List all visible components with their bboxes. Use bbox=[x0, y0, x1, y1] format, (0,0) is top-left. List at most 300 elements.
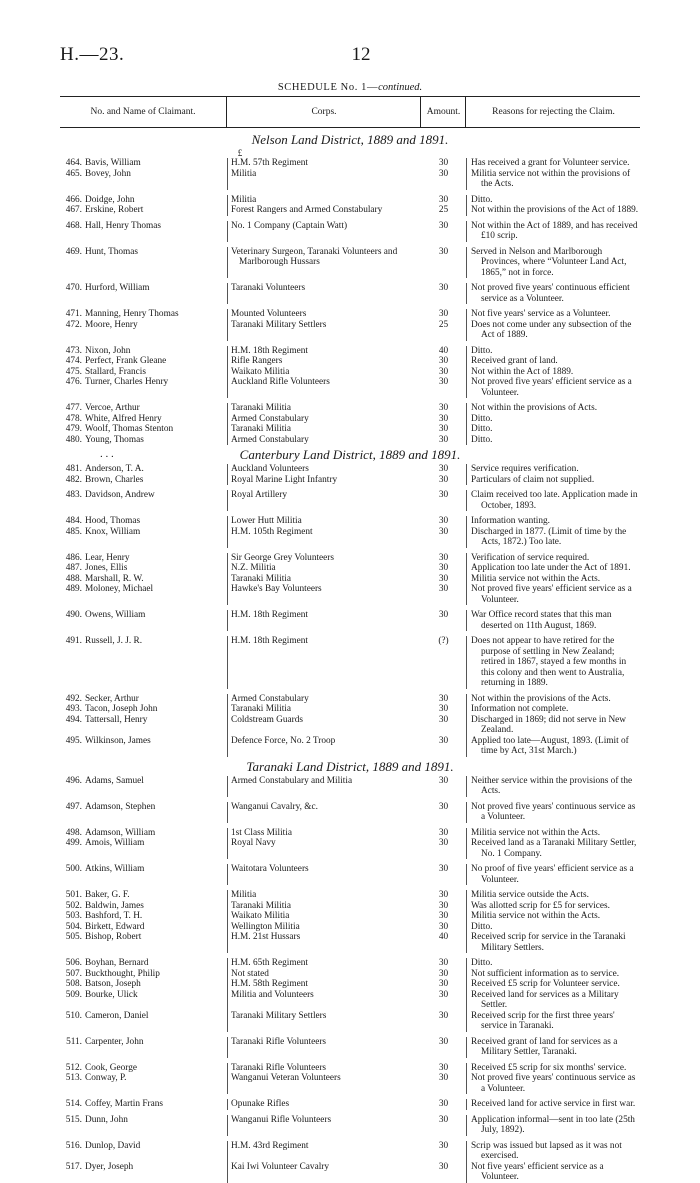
claimant-name-cell: Secker, Arthur bbox=[85, 693, 139, 704]
table-row bbox=[60, 563, 640, 574]
reason-cell bbox=[466, 802, 641, 823]
corps-text: Royal Navy bbox=[231, 838, 276, 848]
reason-cell bbox=[466, 414, 641, 425]
corps-cell bbox=[227, 610, 421, 631]
reason-cell bbox=[466, 636, 641, 689]
claimant-number-cell: 464. bbox=[65, 158, 82, 168]
corps-cell bbox=[227, 932, 421, 953]
reason-cell bbox=[466, 1011, 641, 1032]
reason-cell bbox=[466, 704, 641, 715]
corps-cell bbox=[227, 356, 421, 367]
corps-text: Taranaki Militia bbox=[231, 424, 292, 434]
corps-cell bbox=[227, 403, 421, 414]
claimant-number-cell: 499. bbox=[65, 838, 82, 848]
reason-text: Ditto. bbox=[471, 424, 493, 434]
reason-text: Service requires verification. bbox=[471, 464, 579, 474]
reason-text: Received £5 scrip for six months' service. bbox=[471, 1062, 627, 1073]
table-row bbox=[60, 516, 640, 527]
amount-cell: 30 bbox=[438, 610, 449, 620]
table-row bbox=[60, 776, 640, 797]
corps-text: H.M. 58th Regiment bbox=[231, 979, 308, 989]
reason-text: Was allotted scrip for £5 for services. bbox=[471, 900, 610, 911]
table-row bbox=[60, 309, 640, 320]
reason-text: Militia service not within the Acts. bbox=[471, 911, 601, 921]
table-row bbox=[60, 636, 640, 689]
reason-text: Does not appear to have retired for the purpose of settling in New Zealand; retired in 1867, stayed a few months in this colony and then went to Australia, returning in 1889. bbox=[471, 636, 627, 688]
reason-text: Not sufficient information as to service. bbox=[471, 968, 620, 979]
reason-text: Not within the Act of 1889, and has received £10 scrip. bbox=[471, 220, 638, 241]
claimant-number-cell: 466. bbox=[65, 194, 82, 205]
claimant-number-cell: 517. bbox=[65, 1161, 82, 1172]
table-row bbox=[60, 990, 640, 1011]
claimant-number-cell: 483. bbox=[65, 490, 82, 500]
claimant-number-cell: 473. bbox=[65, 345, 82, 356]
schedule-continued: continued. bbox=[378, 82, 423, 93]
claimant-name-cell: Moloney, Michael bbox=[85, 584, 154, 594]
corps-text: H.M. 18th Regiment bbox=[231, 610, 308, 620]
amount-cell: 40 bbox=[438, 345, 449, 356]
amount-cell: 25 bbox=[438, 319, 449, 330]
claimant-name-cell: Bovey, John bbox=[85, 168, 131, 179]
amount-cell: 30 bbox=[438, 309, 449, 319]
reason-text: No proof of five years' efficient service as a Volunteer. bbox=[471, 864, 634, 885]
claimant-number-cell: 476. bbox=[65, 377, 82, 387]
claimant-number-cell: 494. bbox=[65, 714, 82, 725]
table-row bbox=[60, 403, 640, 414]
amount-cell: 30 bbox=[438, 735, 449, 746]
reason-cell bbox=[466, 1141, 641, 1162]
table-row bbox=[60, 1037, 640, 1058]
corps-text: H.M. 18th Regiment bbox=[231, 345, 308, 356]
table-row bbox=[60, 694, 640, 705]
amount-cell: 30 bbox=[438, 921, 449, 932]
amount-cell: 30 bbox=[438, 246, 449, 257]
claimant-name-cell: Dunn, John bbox=[85, 1114, 128, 1125]
table-row bbox=[60, 911, 640, 922]
reason-cell bbox=[466, 1115, 641, 1136]
claimant-name-cell: Hood, Thomas bbox=[85, 516, 141, 526]
claimant-number-cell: 496. bbox=[65, 775, 82, 786]
amount-cell: 30 bbox=[438, 1010, 449, 1021]
amount-cell: 30 bbox=[438, 704, 449, 714]
corps-cell bbox=[227, 158, 421, 169]
claimant-name-cell: Cameron, Daniel bbox=[85, 1010, 149, 1021]
corps-text: Waikato Militia bbox=[231, 366, 290, 377]
corps-text: Taranaki Military Settlers bbox=[231, 1010, 327, 1021]
claimant-number-cell: 481. bbox=[65, 464, 82, 474]
corps-text: Waitotara Volunteers bbox=[231, 864, 309, 874]
amount-cell: 30 bbox=[438, 552, 449, 563]
amount-cell: 30 bbox=[438, 827, 449, 838]
amount-cell: 30 bbox=[438, 900, 449, 911]
table-row bbox=[60, 346, 640, 357]
corps-cell bbox=[227, 776, 421, 797]
table-row bbox=[60, 1162, 640, 1183]
reason-cell bbox=[466, 958, 641, 969]
corps-text: N.Z. Militia bbox=[231, 563, 276, 573]
claimant-name-cell: Stallard, Francis bbox=[85, 366, 146, 377]
claimant-number-cell: 505. bbox=[65, 932, 82, 942]
claimant-name-cell: Anderson, T. A. bbox=[85, 464, 144, 474]
claimant-number-cell: 490. bbox=[65, 610, 82, 620]
table-row bbox=[60, 802, 640, 823]
corps-text: Kai Iwi Volunteer Cavalry bbox=[231, 1161, 330, 1172]
corps-cell bbox=[227, 475, 421, 486]
amount-cell: 30 bbox=[438, 801, 449, 812]
col-amount: Amount. bbox=[420, 97, 466, 127]
claimant-number-cell: 507. bbox=[65, 968, 82, 979]
amount-cell: 30 bbox=[438, 563, 449, 573]
reason-text: Militia service not within the Acts. bbox=[471, 827, 601, 838]
table-row bbox=[60, 1073, 640, 1094]
claimant-name-cell: Baldwin, James bbox=[85, 900, 144, 911]
claimant-name-cell: Young, Thomas bbox=[85, 434, 144, 445]
corps-text: H.M. 21st Hussars bbox=[231, 932, 301, 942]
claimant-number-cell: 489. bbox=[65, 584, 82, 594]
amount-cell: 30 bbox=[438, 413, 449, 424]
reason-cell bbox=[466, 527, 641, 548]
claimant-number-cell: 487. bbox=[65, 563, 82, 573]
corps-text: Militia bbox=[231, 168, 257, 179]
claimant-name-cell: Brown, Charles bbox=[85, 474, 144, 485]
reason-cell bbox=[466, 403, 641, 414]
claimant-name-cell: Coffey, Martin Frans bbox=[85, 1099, 163, 1109]
corps-cell bbox=[227, 694, 421, 705]
reason-text: Received grant of land. bbox=[471, 356, 558, 366]
claimant-name-cell: Buckthought, Philip bbox=[85, 968, 160, 979]
table-row bbox=[60, 864, 640, 885]
schedule-table bbox=[60, 130, 640, 1183]
reason-cell bbox=[466, 563, 641, 574]
corps-cell bbox=[227, 490, 421, 511]
corps-text: No. 1 Company (Captain Watt) bbox=[231, 220, 348, 231]
corps-cell bbox=[227, 1162, 421, 1183]
corps-cell bbox=[227, 969, 421, 980]
reason-text: Verification of service required. bbox=[471, 552, 590, 563]
table-row bbox=[60, 1115, 640, 1136]
corps-cell bbox=[227, 377, 421, 398]
reason-cell bbox=[466, 1073, 641, 1094]
table-row bbox=[60, 414, 640, 425]
reason-text: Information not complete. bbox=[471, 704, 569, 714]
reason-text: Discharged in 1877. (Limit of time by the Acts, 1872.) Too late. bbox=[471, 526, 627, 547]
amount-cell: 30 bbox=[438, 968, 449, 979]
claimant-number-cell: 497. bbox=[65, 801, 82, 812]
amount-cell: 30 bbox=[438, 1099, 449, 1109]
reason-text: Scrip was issued but lapsed as it was not exercised. bbox=[471, 1140, 622, 1161]
claimant-number-cell: 465. bbox=[65, 168, 82, 179]
claimant-name-cell: Adamson, William bbox=[85, 827, 156, 838]
amount-cell: 30 bbox=[438, 775, 449, 786]
table-row bbox=[60, 574, 640, 585]
reason-text: Militia service not within the provisions of the Acts. bbox=[471, 168, 631, 189]
table-row bbox=[60, 969, 640, 980]
reason-text: Not proved five years' efficient service as a Volunteer. bbox=[471, 584, 632, 605]
amount-cell: 30 bbox=[438, 838, 449, 848]
reason-text: Not within the provisions of the Acts. bbox=[471, 693, 611, 704]
reason-cell bbox=[466, 1162, 641, 1183]
corps-cell bbox=[227, 424, 421, 435]
amount-cell: 30 bbox=[438, 434, 449, 445]
corps-text: Wanganui Cavalry, &c. bbox=[231, 801, 318, 812]
table-row bbox=[60, 169, 640, 190]
claimant-number-cell: 468. bbox=[65, 220, 82, 231]
corps-text: Veterinary Surgeon, Taranaki Volunteers and Marlborough Hussars bbox=[231, 246, 398, 267]
corps-cell bbox=[227, 574, 421, 585]
reason-cell bbox=[466, 1063, 641, 1074]
reason-text: Received scrip for service in the Taranaki Military Settlers. bbox=[471, 932, 626, 953]
corps-cell bbox=[227, 1037, 421, 1058]
schedule-title bbox=[0, 82, 700, 93]
claimant-name-cell: Bourke, Ulick bbox=[85, 989, 138, 1000]
claimant-number-cell: 510. bbox=[65, 1010, 82, 1021]
reason-cell bbox=[466, 475, 641, 486]
corps-cell bbox=[227, 1115, 421, 1136]
amount-cell: 30 bbox=[438, 890, 449, 900]
claimant-name-cell: Manning, Henry Thomas bbox=[85, 309, 179, 319]
corps-text: Rifle Rangers bbox=[231, 356, 283, 366]
corps-text: Lower Hutt Militia bbox=[231, 516, 302, 526]
amount-cell: 30 bbox=[438, 474, 449, 485]
claimant-number-cell: 471. bbox=[65, 309, 82, 319]
reason-text: Particulars of claim not supplied. bbox=[471, 474, 595, 485]
amount-cell: 30 bbox=[438, 1114, 449, 1125]
reason-cell bbox=[466, 367, 641, 378]
table-row bbox=[60, 715, 640, 736]
claimant-name-cell: Marshall, R. W. bbox=[85, 573, 144, 584]
table-row bbox=[60, 527, 640, 548]
currency-unit: £ bbox=[237, 148, 243, 158]
amount-cell: 30 bbox=[438, 283, 449, 293]
claimant-name-cell: Amois, William bbox=[85, 838, 145, 848]
claimant-name-cell: Hunt, Thomas bbox=[85, 246, 139, 257]
amount-cell: 30 bbox=[438, 424, 449, 434]
table-row bbox=[60, 1141, 640, 1162]
reason-text: Ditto. bbox=[471, 958, 493, 968]
claimant-number-cell: 488. bbox=[65, 573, 82, 584]
reason-cell bbox=[466, 221, 641, 242]
corps-text: Armed Constabulary bbox=[231, 434, 309, 445]
reason-text: Not within the provisions of Acts. bbox=[471, 403, 598, 413]
claimant-name-cell: Erskine, Robert bbox=[85, 205, 144, 215]
reason-cell bbox=[466, 776, 641, 797]
claimant-number-cell: 495. bbox=[65, 735, 82, 746]
table-row bbox=[60, 704, 640, 715]
amount-cell: 30 bbox=[438, 989, 449, 1000]
reason-cell bbox=[466, 346, 641, 357]
claimant-name-cell: Boyhan, Bernard bbox=[85, 958, 149, 968]
corps-cell bbox=[227, 527, 421, 548]
reason-text: Information wanting. bbox=[471, 516, 551, 526]
claimant-name-cell: Adamson, Stephen bbox=[85, 801, 156, 812]
reason-cell bbox=[466, 1099, 641, 1110]
amount-cell: 30 bbox=[438, 490, 449, 500]
corps-cell bbox=[227, 828, 421, 839]
corps-text: Taranaki Militia bbox=[231, 900, 292, 911]
claimant-number-cell: 512. bbox=[65, 1062, 82, 1073]
reason-text: Not proved five years' continuous service as a Volunteer. bbox=[471, 1073, 636, 1094]
corps-text: Armed Constabulary bbox=[231, 413, 309, 424]
corps-text: Taranaki Military Settlers bbox=[231, 319, 327, 330]
corps-cell bbox=[227, 221, 421, 242]
claimant-number-cell: 504. bbox=[65, 921, 82, 932]
amount-cell: 30 bbox=[438, 366, 449, 377]
reason-cell bbox=[466, 979, 641, 990]
reason-cell bbox=[466, 911, 641, 922]
corps-cell bbox=[227, 169, 421, 190]
corps-text: Taranaki Rifle Volunteers bbox=[231, 1036, 327, 1047]
reason-cell bbox=[466, 424, 641, 435]
claimant-name-cell: White, Alfred Henry bbox=[85, 413, 162, 424]
claimant-number-cell: 511. bbox=[66, 1036, 82, 1047]
corps-cell bbox=[227, 320, 421, 341]
table-row bbox=[60, 464, 640, 475]
corps-text: Taranaki Militia bbox=[231, 704, 292, 714]
reason-cell bbox=[466, 283, 641, 304]
reason-cell bbox=[466, 435, 641, 446]
claimant-name-cell: Batson, Joseph bbox=[85, 979, 141, 989]
reason-cell bbox=[466, 309, 641, 320]
document-code: H.—23. bbox=[60, 44, 125, 65]
reason-text: Received grant of land for services as a Military Settler, Taranaki. bbox=[471, 1036, 618, 1057]
corps-text: Sir George Grey Volunteers bbox=[231, 552, 335, 563]
claimant-name-cell: Bavis, William bbox=[85, 158, 141, 168]
claimant-name-cell: Wilkinson, James bbox=[85, 735, 151, 746]
claimant-number-cell: 477. bbox=[65, 403, 82, 413]
reason-cell bbox=[466, 320, 641, 341]
reason-text: Application too late under the Act of 1891. bbox=[471, 563, 631, 573]
corps-text: H.M. 105th Regiment bbox=[231, 526, 313, 537]
claimant-name-cell: Dunlop, David bbox=[85, 1140, 141, 1151]
claimant-name-cell: Dyer, Joseph bbox=[85, 1161, 134, 1172]
reason-text: Discharged in 1869; did not serve in New Zealand. bbox=[471, 714, 627, 735]
reason-text: Ditto. bbox=[471, 194, 493, 205]
page-number: 12 bbox=[351, 44, 371, 65]
table-row bbox=[60, 890, 640, 901]
reason-text: Does not come under any subsection of the Act of 1889. bbox=[471, 319, 632, 340]
amount-cell: 30 bbox=[438, 356, 449, 366]
reason-cell bbox=[466, 553, 641, 564]
district-title: Canterbury Land District, 1889 and 1891. bbox=[239, 447, 461, 462]
reason-cell bbox=[466, 969, 641, 980]
claimant-name-cell: Moore, Henry bbox=[85, 319, 138, 330]
amount-cell: 30 bbox=[438, 864, 449, 874]
amount-cell: 30 bbox=[438, 194, 449, 205]
corps-cell bbox=[227, 838, 421, 859]
claimant-number-cell: 485. bbox=[65, 526, 82, 537]
amount-cell: 30 bbox=[438, 1140, 449, 1151]
amount-cell: 30 bbox=[438, 911, 449, 921]
corps-text: Royal Marine Light Infantry bbox=[231, 474, 338, 485]
claimant-number-cell: 474. bbox=[65, 356, 82, 366]
table-row bbox=[60, 356, 640, 367]
corps-cell bbox=[227, 990, 421, 1011]
reason-text: Ditto. bbox=[471, 345, 493, 356]
reason-text: Received scrip for the first three years' service in Taranaki. bbox=[471, 1010, 615, 1031]
table-row bbox=[60, 195, 640, 206]
table-row bbox=[60, 958, 640, 969]
corps-cell bbox=[227, 516, 421, 527]
claimant-name-cell: Cook, George bbox=[85, 1062, 137, 1073]
corps-cell bbox=[227, 1011, 421, 1032]
corps-text: Defence Force, No. 2 Troop bbox=[231, 735, 336, 746]
table-row bbox=[60, 553, 640, 564]
reason-text: Not five years' efficient service as a Volunteer. bbox=[471, 1161, 604, 1182]
reason-cell bbox=[466, 205, 641, 216]
corps-cell bbox=[227, 1141, 421, 1162]
corps-text: Armed Constabulary and Militia bbox=[231, 775, 353, 786]
corps-cell bbox=[227, 636, 421, 689]
claimant-number-cell: 514. bbox=[65, 1099, 82, 1109]
claimant-name-cell: Knox, William bbox=[85, 526, 141, 537]
corps-cell bbox=[227, 864, 421, 885]
table-row bbox=[60, 424, 640, 435]
reason-text: Ditto. bbox=[471, 434, 493, 445]
corps-cell bbox=[227, 563, 421, 574]
corps-text: H.M. 57th Regiment bbox=[231, 158, 308, 168]
claimant-name-cell: Doidge, John bbox=[85, 194, 135, 205]
claimant-name-cell: Conway, P. bbox=[85, 1073, 127, 1083]
reason-text: Not within the provisions of the Act of 1889. bbox=[471, 205, 639, 215]
reason-cell bbox=[466, 584, 641, 605]
table-row bbox=[60, 1063, 640, 1074]
district-heading bbox=[60, 130, 640, 149]
reason-cell bbox=[466, 516, 641, 527]
claimant-number-cell: 515. bbox=[65, 1114, 82, 1125]
claimant-name-cell: Hall, Henry Thomas bbox=[85, 220, 161, 231]
corps-text: Taranaki Militia bbox=[231, 403, 292, 413]
amount-cell: 30 bbox=[438, 573, 449, 584]
reason-text: Applied too late—August, 1893. (Limit of time by Act, 31st March.) bbox=[471, 735, 629, 756]
reason-text: Militia service outside the Acts. bbox=[471, 890, 589, 900]
table-row bbox=[60, 1099, 640, 1110]
reason-cell bbox=[466, 838, 641, 859]
claimant-name-cell: Bashford, T. H. bbox=[85, 911, 143, 921]
corps-text: Forest Rangers and Armed Constabulary bbox=[231, 205, 383, 215]
claimant-number-cell: 482. bbox=[65, 474, 82, 485]
corps-cell bbox=[227, 958, 421, 969]
table-row bbox=[60, 247, 640, 279]
reason-text: Not proved five years' efficient service as a Volunteer. bbox=[471, 377, 632, 398]
table-row bbox=[60, 736, 640, 757]
corps-cell bbox=[227, 1063, 421, 1074]
reason-cell bbox=[466, 247, 641, 279]
claimant-number-cell: 480. bbox=[65, 434, 82, 445]
reason-text: Ditto. bbox=[471, 921, 493, 932]
corps-cell bbox=[227, 195, 421, 206]
district-heading bbox=[60, 757, 640, 776]
claimant-name-cell: Turner, Charles Henry bbox=[85, 377, 169, 387]
corps-text: Royal Artillery bbox=[231, 490, 288, 500]
corps-cell bbox=[227, 553, 421, 564]
table-row bbox=[60, 490, 640, 511]
corps-cell bbox=[227, 1073, 421, 1094]
amount-cell: 30 bbox=[438, 693, 449, 704]
table-row bbox=[60, 205, 640, 216]
amount-cell: 25 bbox=[438, 205, 449, 215]
reason-text: Neither service within the provisions of the Acts. bbox=[471, 775, 633, 796]
table-row bbox=[60, 283, 640, 304]
corps-cell bbox=[227, 979, 421, 990]
reason-cell bbox=[466, 715, 641, 736]
reason-text: Application informal—sent in too late (25th July, 1892). bbox=[471, 1114, 635, 1135]
claimant-name-cell: Nixon, John bbox=[85, 345, 131, 356]
claimant-number-cell: 484. bbox=[65, 516, 82, 526]
reason-text: Has received a grant for Volunteer service. bbox=[471, 158, 630, 168]
corps-cell bbox=[227, 922, 421, 933]
col-corps: Corps. bbox=[226, 97, 421, 127]
corps-text: Wanganui Veteran Volunteers bbox=[231, 1073, 341, 1083]
